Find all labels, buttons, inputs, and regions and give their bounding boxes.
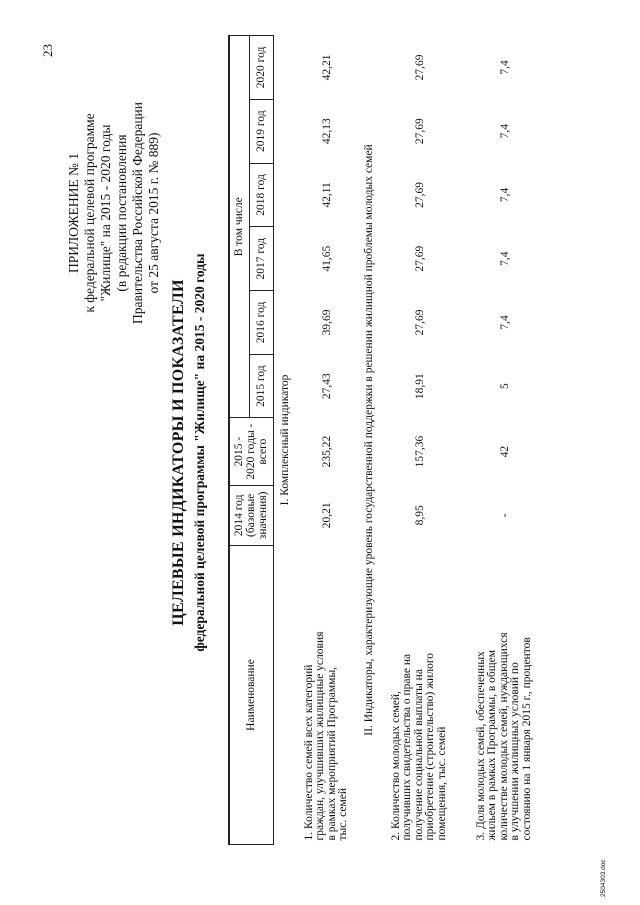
table-row: [296, 36, 358, 845]
cell-value: 8,95: [413, 505, 426, 526]
cell-value: 7,4: [498, 251, 511, 266]
cell-value: 20,21: [320, 502, 333, 529]
header-year: 2017 год: [249, 227, 273, 291]
cell-value: 7,4: [498, 124, 511, 139]
row-name: 2. Количество молодых семей, получивших свидетельства о праве на получение социальной выплаты на приобретение (строительство) жилого помещения, тыс. семей: [389, 652, 448, 841]
cell-value: 41,65: [320, 245, 333, 272]
cell-value: 7,4: [498, 315, 511, 330]
cell-value: 27,69: [413, 118, 426, 145]
file-footer: 2504303.doc: [600, 859, 607, 897]
cell-value: -: [498, 513, 511, 518]
header-year: 2015 год: [249, 354, 273, 418]
appendix-line: ПРИЛОЖЕНИЕ № 1: [66, 152, 81, 274]
cell-value: 5: [498, 383, 511, 390]
cell-value: 27,69: [413, 245, 426, 272]
table-row: [380, 36, 460, 845]
appendix-line: "Жилище" на 2015 - 2020 годы: [98, 124, 113, 302]
document-title: ЦЕЛЕВЫЕ ИНДИКАТОРЫ И ПОКАЗАТЕЛИ: [170, 279, 187, 626]
row-name: 3. Доля молодых семей, обеспеченных жильем в рамках Программы, в общем количестве молодых семей, нуждающихся в улучшении жилищных условий по состоянию на 1 января 2015 г., процентов: [474, 632, 533, 841]
cell-value: 18,91: [413, 373, 426, 400]
header-year: 2016 год: [249, 291, 273, 355]
indicators-table: [228, 35, 550, 845]
cell-value: 27,69: [413, 54, 426, 81]
cell-value: 27,69: [413, 182, 426, 208]
document-subtitle: федеральной целевой программы "Жилище" на 2015 - 2020 годы: [192, 253, 207, 652]
cell-value: 235,22: [320, 435, 333, 468]
page-number: 23: [40, 44, 55, 57]
appendix-line: (в редакции постановления: [114, 134, 129, 292]
header-name: Наименование: [229, 545, 273, 844]
cell-value: 42,21: [320, 54, 333, 81]
header-year: 2020 год: [249, 36, 273, 100]
appendix-line: Правительства Российской Федерации: [130, 102, 145, 324]
cell-value: 42: [498, 445, 511, 458]
cell-value: 157,36: [413, 435, 426, 468]
cell-value: 42,13: [320, 118, 333, 145]
section-row: [273, 36, 296, 845]
appendix-block: [66, 48, 162, 378]
appendix-line: от 25 августа 2015 г. № 889): [146, 132, 161, 294]
cell-value: 27,69: [413, 309, 426, 336]
header-year: 2018 год: [249, 163, 273, 227]
appendix-line: к федеральной целевой программе: [82, 113, 97, 313]
cell-value: 39,69: [320, 309, 333, 336]
section-row: [358, 36, 380, 845]
header-year: 2019 год: [249, 99, 273, 163]
section-title: I. Комплексный индикатор: [278, 374, 291, 506]
cell-value: 7,4: [498, 187, 511, 203]
section-title: II. Индикаторы, характеризующие уровень государственной поддержки в решении жилищной проблемы молодых семей: [362, 144, 375, 736]
header-group: В том числе: [229, 36, 249, 419]
row-name: 1. Количество семей всех категорий граждан, улучшивших жилищные условия в рамках мероприятий Программы, тыс. семей: [302, 631, 349, 841]
cell-value: 7,4: [498, 60, 511, 75]
table-row: [460, 36, 550, 845]
header-total: 2015 - 2020 годы - всего: [229, 418, 273, 485]
cell-value: 42,11: [320, 182, 333, 208]
header-base: 2014 год (базовые значения): [229, 485, 273, 545]
cell-value: 27,43: [320, 373, 333, 400]
